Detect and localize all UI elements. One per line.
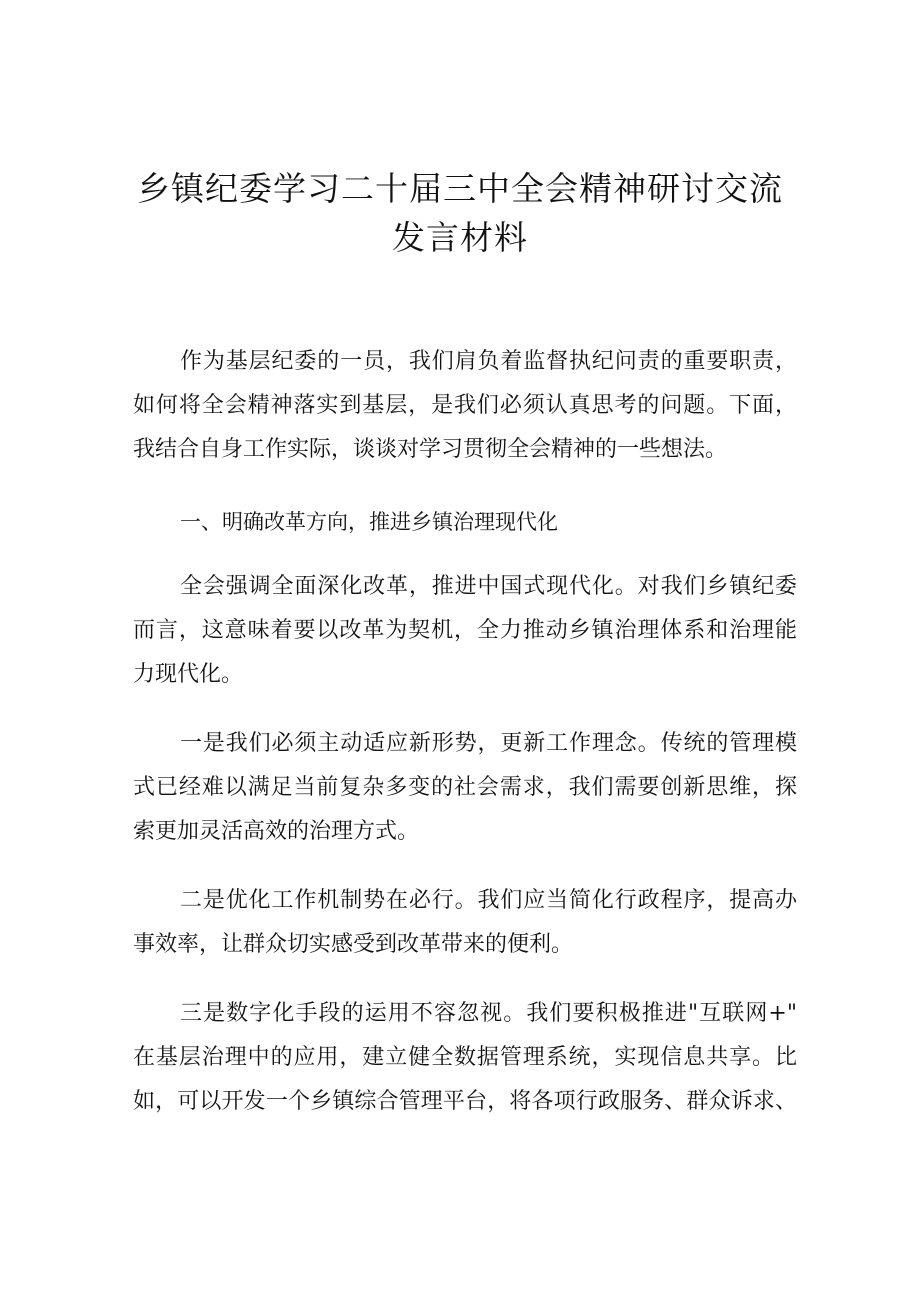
- paragraph-line: 三是数字化手段的运用不容忽视。我们要积极推进"互联网+": [180, 1001, 797, 1026]
- paragraph-intro: [133, 340, 797, 472]
- paragraph-line: 而言，这意味着要以改革为契机，全力推动乡镇治理体系和治理能: [133, 618, 797, 643]
- paragraph-reform: [133, 565, 797, 697]
- paragraph-point-one: [133, 722, 797, 854]
- paragraph-point-three: [133, 992, 797, 1124]
- paragraph-line: 事效率，让群众切实感受到改革带来的便利。: [133, 932, 574, 957]
- paragraph-line: 我结合自身工作实际，谈谈对学习贯彻全会精神的一些想法。: [133, 437, 728, 462]
- paragraph-line: 如何将全会精神落实到基层，是我们必须认真思考的问题。下面，: [133, 393, 797, 418]
- paragraph-line: 如，可以开发一个乡镇综合管理平台，将各项行政服务、群众诉求、: [133, 1089, 797, 1114]
- paragraph-point-two: [133, 879, 797, 967]
- document-title-line-2: 发言材料: [392, 218, 528, 257]
- paragraph-line: 全会强调全面深化改革，推进中国式现代化。对我们乡镇纪委: [180, 574, 797, 599]
- paragraph-line: 式已经难以满足当前复杂多变的社会需求，我们需要创新思维，探: [133, 775, 797, 800]
- paragraph-line: 一是我们必须主动适应新形势，更新工作理念。传统的管理模: [180, 731, 797, 756]
- paragraph-line: 索更加灵活高效的治理方式。: [133, 819, 420, 844]
- section-heading: 一、明确改革方向，推进乡镇治理现代化: [180, 510, 558, 534]
- paragraph-line: 在基层治理中的应用，建立健全数据管理系统，实现信息共享。比: [133, 1045, 797, 1070]
- paragraph-line: 力现代化。: [133, 662, 244, 687]
- paragraph-line: 作为基层纪委的一员，我们肩负着监督执纪问责的重要职责，: [180, 349, 797, 374]
- paragraph-line: 二是优化工作机制势在必行。我们应当简化行政程序，提高办: [180, 888, 797, 913]
- document-title-line-1: 乡镇纪委学习二十届三中全会精神研讨交流: [137, 169, 783, 208]
